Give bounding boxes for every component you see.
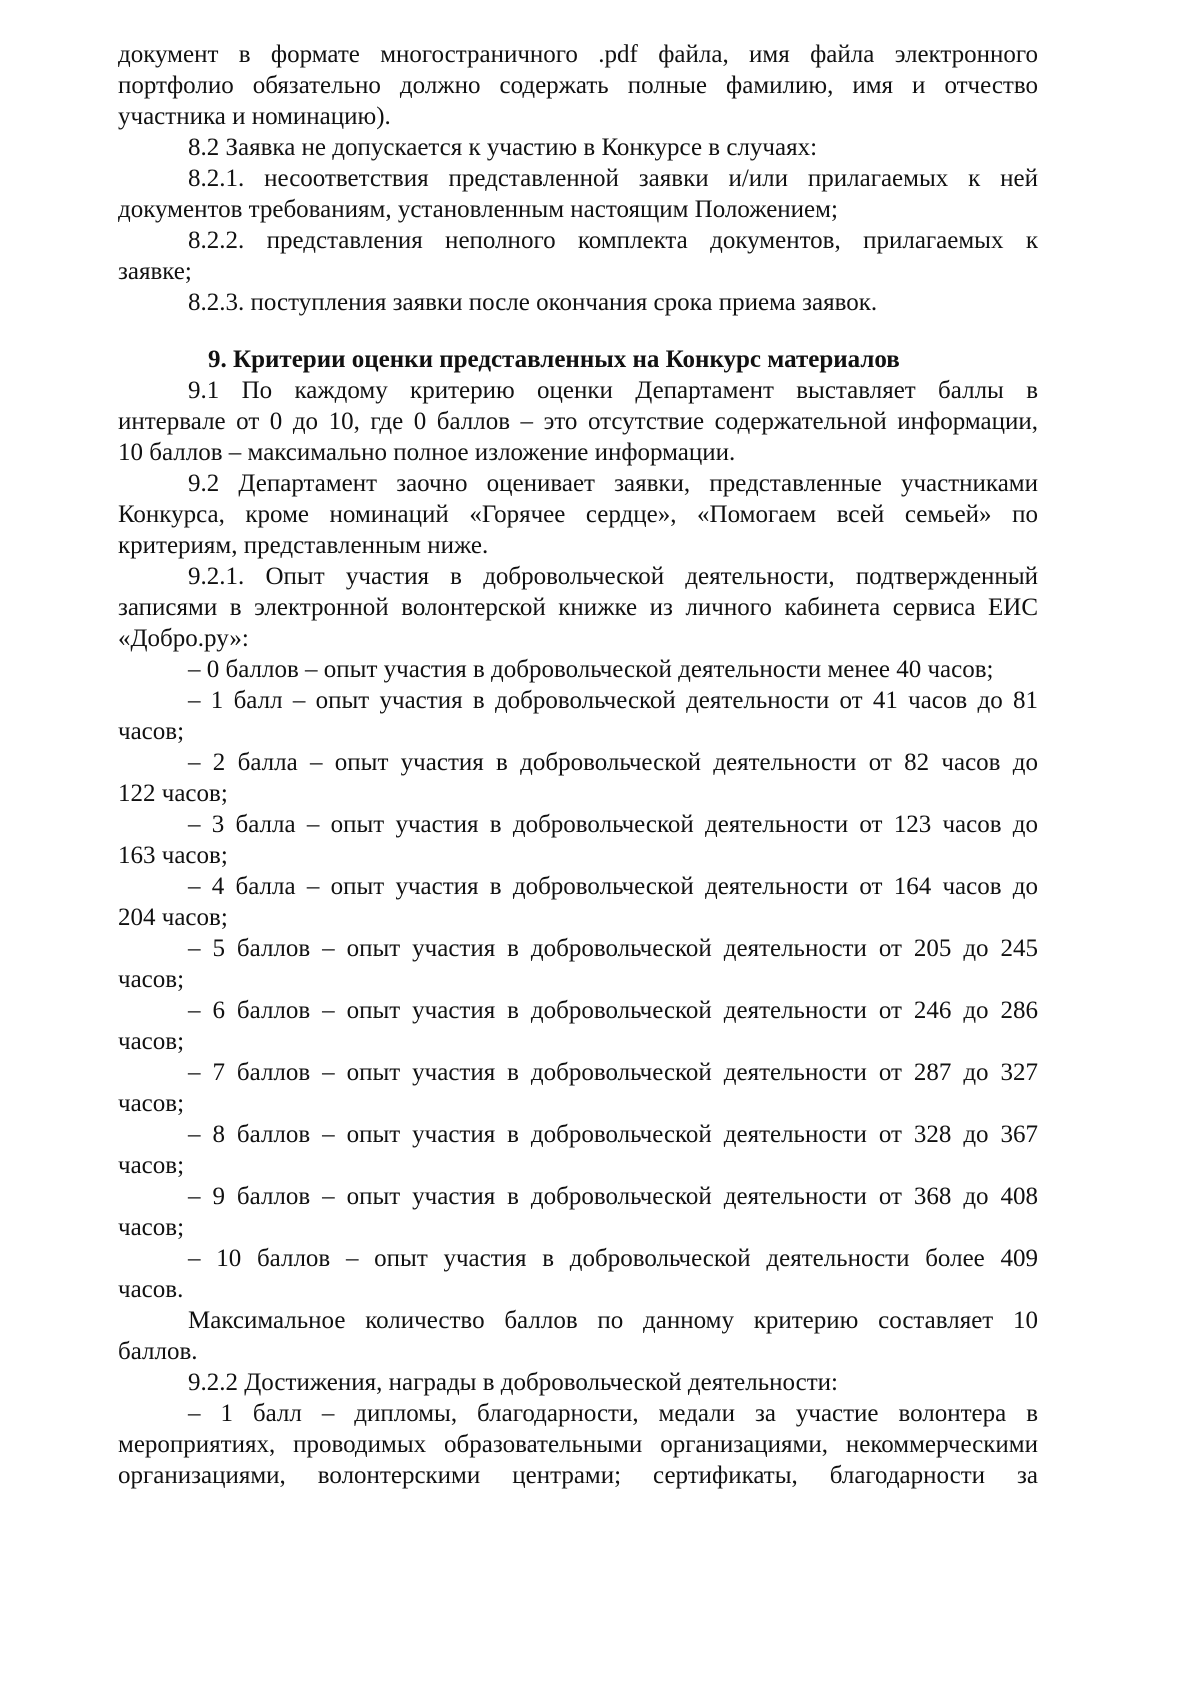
text-line: 122 часов; (118, 780, 228, 807)
text-line: часов; (118, 1214, 185, 1241)
paragraph-8-2-3: 8.2.3. поступления заявки после окончания срока приема заявок. (188, 289, 878, 316)
list-item: – 6 баллов – опыт участия в добровольческой деятельности от 246 до 286 (188, 997, 1038, 1024)
list-item: – 8 баллов – опыт участия в добровольческой деятельности от 328 до 367 (188, 1121, 1038, 1148)
text-line: баллов. (118, 1338, 198, 1365)
list-item: – 1 балл – дипломы, благодарности, медали за участие волонтера в (188, 1400, 1038, 1427)
text-line: 204 часов; (118, 904, 228, 931)
text-line: часов; (118, 718, 185, 745)
text-line: портфолио обязательно должно содержать полные фамилию, имя и отчество (118, 72, 1038, 99)
text-line: участника и номинацию). (118, 103, 391, 130)
text-line: организациями, волонтерскими центрами; сертификаты, благодарности за (118, 1462, 1038, 1489)
list-item: – 5 баллов – опыт участия в добровольческой деятельности от 205 до 245 (188, 935, 1038, 962)
text-line: интервале от 0 до 10, где 0 баллов – это отсутствие содержательной информации, (118, 408, 1038, 435)
paragraph-8-2: 8.2 Заявка не допускается к участию в Конкурсе в случаях: (188, 134, 818, 161)
text-line: «Добро.ру»: (118, 625, 249, 652)
list-item: – 3 балла – опыт участия в добровольческой деятельности от 123 часов до (188, 811, 1038, 838)
paragraph-9-2-1: 9.2.1. Опыт участия в добровольческой деятельности, подтвержденный (188, 563, 1038, 590)
paragraph-9-2: 9.2 Департамент заочно оценивает заявки, представленные участниками (188, 470, 1038, 497)
paragraph-8-2-2: 8.2.2. представления неполного комплекта документов, прилагаемых к (188, 227, 1038, 254)
max-score-note: Максимальное количество баллов по данному критерию составляет 10 (188, 1307, 1038, 1334)
text-line: документ в формате многостраничного .pdf файла, имя файла электронного (118, 41, 1038, 68)
text-line: часов; (118, 1090, 185, 1117)
text-line: мероприятиях, проводимых образовательными организациями, некоммерческими (118, 1431, 1038, 1458)
text-line: часов; (118, 966, 185, 993)
list-item: – 2 балла – опыт участия в добровольческой деятельности от 82 часов до (188, 749, 1038, 776)
text-line: часов. (118, 1276, 184, 1303)
section-9-heading: 9. Критерии оценки представленных на Конкурс материалов (208, 346, 900, 373)
text-line: часов; (118, 1028, 185, 1055)
text-line: критериям, представленным ниже. (118, 532, 489, 559)
text-line: документов требованиям, установленным настоящим Положением; (118, 196, 838, 223)
list-item: – 7 баллов – опыт участия в добровольческой деятельности от 287 до 327 (188, 1059, 1038, 1086)
list-item: – 1 балл – опыт участия в добровольческой деятельности от 41 часов до 81 (188, 687, 1038, 714)
text-line: 10 баллов – максимально полное изложение информации. (118, 439, 736, 466)
list-item: – 0 баллов – опыт участия в добровольческой деятельности менее 40 часов; (188, 656, 994, 683)
paragraph-9-1: 9.1 По каждому критерию оценки Департамент выставляет баллы в (188, 377, 1038, 404)
text-line: Конкурса, кроме номинаций «Горячее сердце», «Помогаем всей семьей» по (118, 501, 1038, 528)
list-item: – 9 баллов – опыт участия в добровольческой деятельности от 368 до 408 (188, 1183, 1038, 1210)
text-line: 163 часов; (118, 842, 228, 869)
text-line: записями в электронной волонтерской книжке из личного кабинета сервиса ЕИС (118, 594, 1038, 621)
text-line: часов; (118, 1152, 185, 1179)
paragraph-9-2-2: 9.2.2 Достижения, награды в добровольческой деятельности: (188, 1369, 838, 1396)
list-item: – 4 балла – опыт участия в добровольческой деятельности от 164 часов до (188, 873, 1038, 900)
paragraph-8-2-1: 8.2.1. несоответствия представленной заявки и/или прилагаемых к ней (188, 165, 1038, 192)
list-item: – 10 баллов – опыт участия в добровольческой деятельности более 409 (188, 1245, 1038, 1272)
text-line: заявке; (118, 258, 192, 285)
